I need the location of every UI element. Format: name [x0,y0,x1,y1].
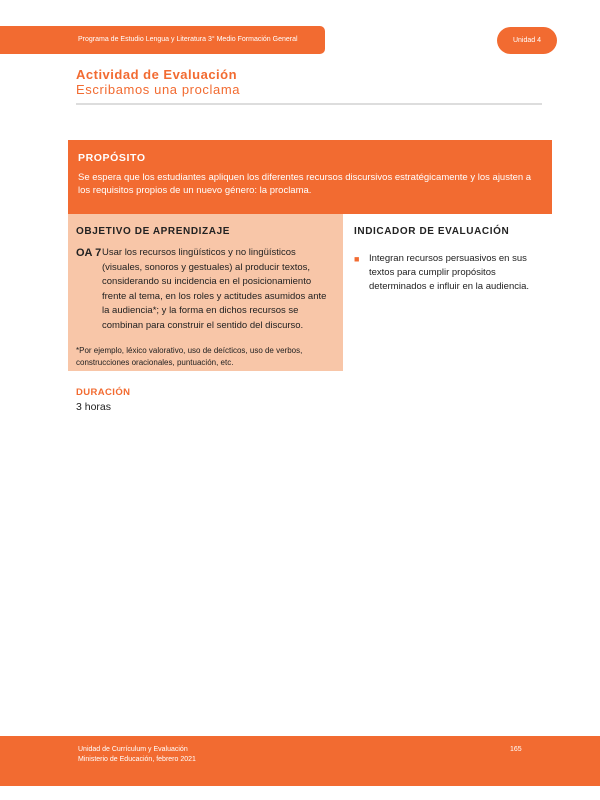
objective-box [68,214,343,371]
page-number: 165 [510,746,522,753]
program-header-bar [0,26,325,54]
footer-line-ministry: Ministerio de Educación, febrero 2021 [78,756,196,763]
duration-value: 3 horas [76,401,112,413]
objective-text: Usar los recursos lingüísticos y no lingüísticos (visuales, sonoros y gestuales) al producir textos, considerando su incidencia en el posicionamiento frente al tema, en los roles y actitudes asumidos ante la audiencia*; y la forma en dichos recursos se combinan para construir el sentido del discurso. [102,247,327,331]
bullet-icon: ■ [354,254,360,264]
indicator-item [354,252,554,294]
activity-title: Actividad de Evaluación [76,67,238,82]
footer-credits [78,745,196,765]
indicator-heading: INDICADOR DE EVALUACIÓN [354,226,510,237]
objective-row [76,246,335,334]
unit-label: Unidad 4 [512,37,542,44]
purpose-text: Se espera que los estudiantes apliquen los diferentes recursos discursivos estratégicamente y los ajusten a los requisitos propios de un nuevo género: la proclama. [78,172,532,196]
indicator-column [354,226,554,294]
activity-title-block [76,67,542,98]
indicator-list [354,252,554,294]
objective-footnote: *Por ejemplo, léxico valorativo, uso de deícticos, uso de verbos, construcciones oracionales, puntuación, etc. [76,345,303,367]
purpose-box [68,140,552,214]
purpose-heading: PROPÓSITO [78,152,146,164]
page-footer [0,736,600,786]
objective-heading: OBJETIVO DE APRENDIZAJE [76,226,231,237]
indicator-text: Integran recursos persuasivos en sus textos para cumplir propósitos determinados e influir en la audiencia. [369,253,530,292]
footer-line-unit: Unidad de Currículum y Evaluación [78,746,188,753]
duration-label: DURACIÓN [76,387,131,398]
duration-block [76,387,130,414]
unit-badge [497,27,557,54]
activity-subtitle: Escribamos una proclama [76,82,241,97]
title-divider [76,103,542,105]
objective-code: OA 7 [76,247,102,259]
program-title: Programa de Estudio Lengua y Literatura 3° Medio Formación General [78,36,298,43]
